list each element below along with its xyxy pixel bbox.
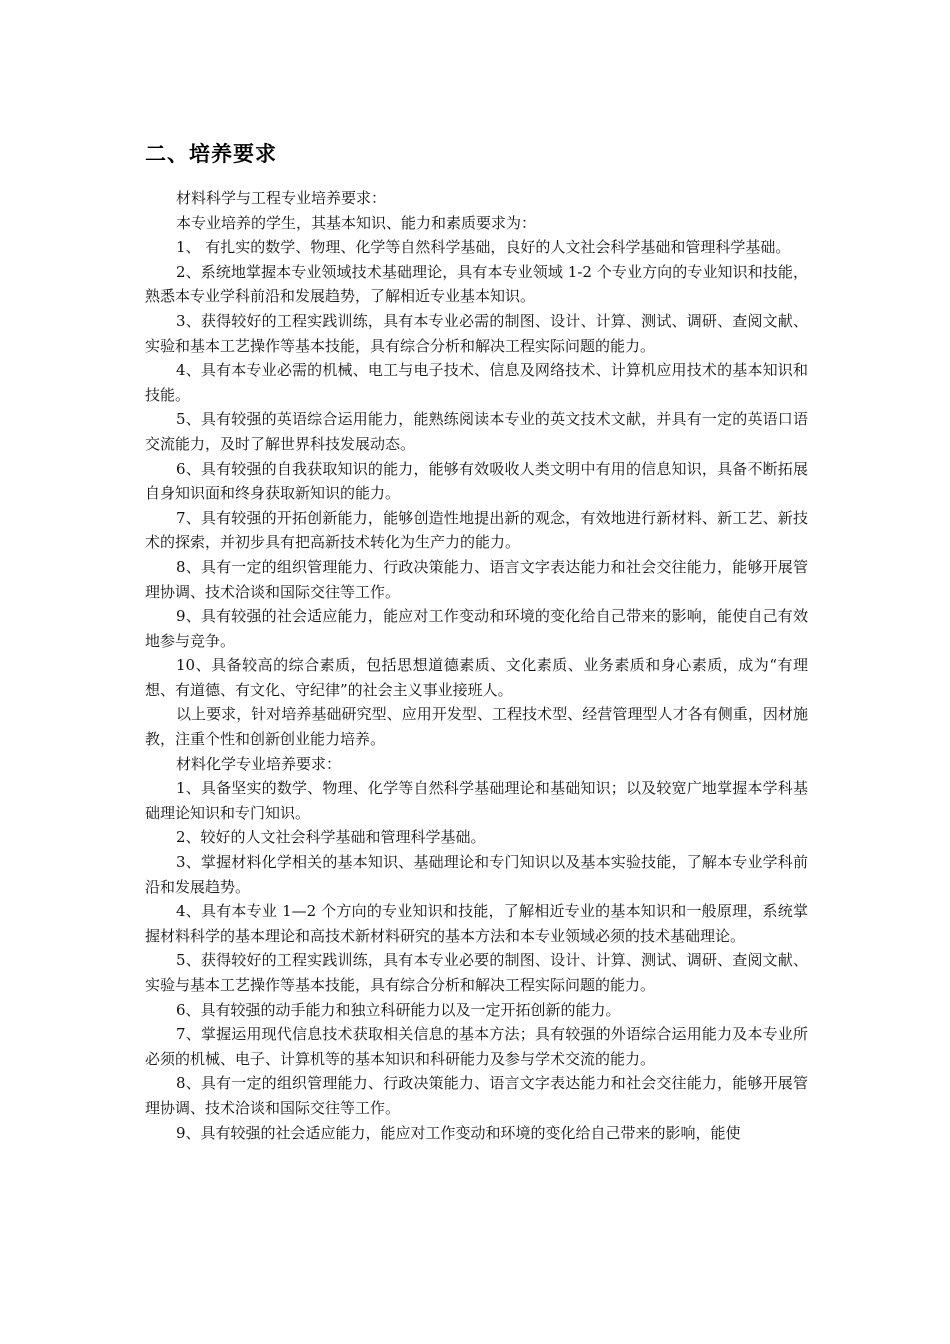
paragraph: 材料科学与工程专业培养要求： [176,189,387,207]
paragraph: 材料化学专业培养要求： [176,754,342,773]
list-item: 1、 有扎实的数学、物理、化学等自然科学基础，良好的人文社会科学基础和管理科学基础。 [176,238,791,257]
list-item: 4、具有本专业必需的机械、电工与电子技术、信息及网络技术、计算机应用技术的基本知识和技能。 [145,361,808,404]
list-item: 4、具有本专业 1—2 个方向的专业知识和技能，了解相近专业的基本知识和一般原理，系统掌握材料科学的基本理论和高技术新材料研究的基本方法和本专业领域必须的技术基础理论。 [145,902,808,945]
document-body [145,186,808,1145]
list-item: 1、具备坚实的数学、物理、化学等自然科学基础理论和基础知识；以及较宽广地掌握本学科基础理论知识和专门知识。 [145,779,808,822]
section-heading: 二、培养要求 [145,142,277,166]
list-item: 9、具有较强的社会适应能力，能应对工作变动和环境的变化给自己带来的影响，能使 [176,1123,741,1142]
list-item: 9、具有较强的社会适应能力，能应对工作变动和环境的变化给自己带来的影响，能使自己有效地参与竞争。 [145,607,808,650]
paragraph: 本专业培养的学生，其基本知识、能力和素质要求为： [176,213,537,232]
list-item: 5、具有较强的英语综合运用能力，能熟练阅读本专业的英文技术文献，并具有一定的英语口语交流能力，及时了解世界科技发展动态。 [145,410,808,453]
list-item: 7、掌握运用现代信息技术获取相关信息的基本方法；具有较强的外语综合运用能力及本专业所必须的机械、电子、计算机等的基本知识和科研能力及参与学术交流的能力。 [145,1025,808,1068]
list-item: 5、获得较好的工程实践训练，具有本专业必要的制图、设计、计算、测试、调研、查阅文献、实验与基本工艺操作等基本技能，具有综合分析和解决工程实际问题的能力。 [145,951,808,994]
list-item: 3、掌握材料化学相关的基本知识、基础理论和专门知识以及基本实验技能，了解本专业学科前沿和发展趋势。 [145,853,808,896]
list-item: 10、具备较高的综合素质，包括思想道德素质、文化素质、业务素质和身心素质，成为“有理想、有道德、有文化、守纪律”的社会主义事业接班人。 [145,656,808,699]
list-item: 8、具有一定的组织管理能力、行政决策能力、语言文字表达能力和社会交往能力，能够开展管理协调、技术洽谈和国际交往等工作。 [145,1074,808,1117]
list-item: 2、较好的人文社会科学基础和管理科学基础。 [176,828,486,847]
list-item: 3、获得较好的工程实践训练，具有本专业必需的制图、设计、计算、测试、调研、查阅文献、实验和基本工艺操作等基本技能，具有综合分析和解决工程实际问题的能力。 [145,311,808,355]
paragraph: 以上要求，针对培养基础研究型、应用开发型、工程技术型、经营管理型人才各有侧重，因材施教，注重个性和创新创业能力培养。 [145,705,808,749]
list-item: 7、具有较强的开拓创新能力，能够创造性地提出新的观念，有效地进行新材料、新工艺、新技术的探索，并初步具有把高新技术转化为生产力的能力。 [145,508,808,552]
list-item: 6、具有较强的动手能力和独立科研能力以及一定开拓创新的能力。 [176,1000,621,1019]
list-item: 2、系统地掌握本专业领域技术基础理论，具有本专业领域 1-2 个专业方向的专业知识和技能，熟悉本专业学科前沿和发展趋势，了解相近专业基本知识。 [145,262,808,306]
list-item: 6、具有较强的自我获取知识的能力，能够有效吸收人类文明中有用的信息知识，具备不断拓展自身知识面和终身获取新知识的能力。 [145,459,808,503]
list-item: 8、具有一定的组织管理能力、行政决策能力、语言文字表达能力和社会交往能力，能够开展管理协调、技术洽谈和国际交往等工作。 [145,557,808,601]
